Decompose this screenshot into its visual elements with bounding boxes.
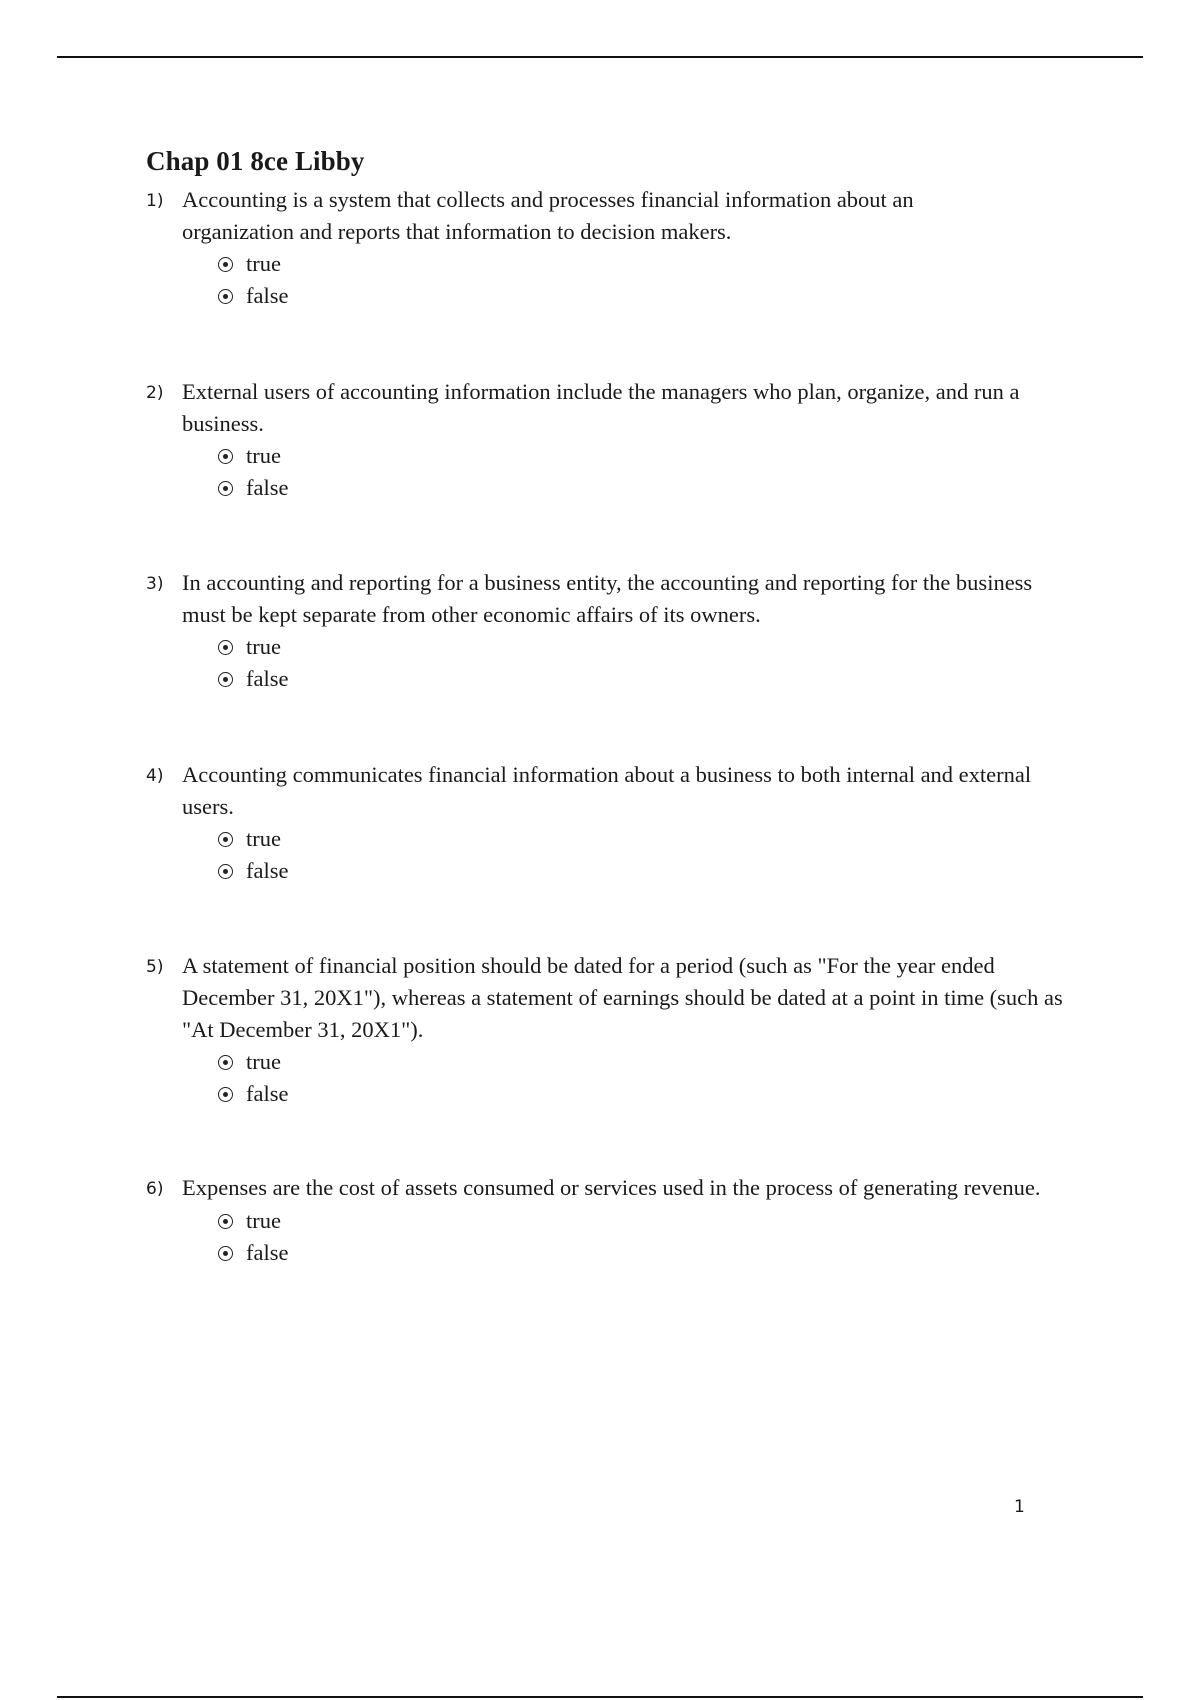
option-label: true	[246, 634, 281, 659]
option-label: false	[246, 858, 289, 883]
option-label: false	[246, 475, 289, 500]
question-number: 3)	[146, 574, 164, 594]
radio-button-icon[interactable]	[218, 1246, 233, 1261]
option-true[interactable]	[218, 1046, 1096, 1078]
option-label: true	[246, 443, 281, 468]
question-1	[146, 184, 1096, 312]
option-label: false	[246, 666, 289, 691]
page-number: 1	[1014, 1497, 1025, 1517]
radio-button-icon[interactable]	[218, 832, 233, 847]
option-label: false	[246, 1081, 289, 1106]
radio-button-icon[interactable]	[218, 481, 233, 496]
radio-button-icon[interactable]	[218, 672, 233, 687]
question-2	[146, 376, 1096, 504]
option-false[interactable]	[218, 1237, 1096, 1269]
question-5	[146, 950, 1096, 1110]
radio-button-icon[interactable]	[218, 864, 233, 879]
radio-button-icon[interactable]	[218, 1055, 233, 1070]
header-rule	[57, 56, 1143, 58]
question-text: External users of accounting information include the managers who plan, organize, and run a business.	[182, 379, 1020, 436]
radio-button-icon[interactable]	[218, 1214, 233, 1229]
radio-button-icon[interactable]	[218, 640, 233, 655]
question-6	[146, 1172, 1096, 1269]
option-label: false	[246, 1240, 289, 1265]
document-title: Chap 01 8ce Libby	[146, 146, 365, 176]
option-false[interactable]	[218, 855, 1096, 887]
radio-button-icon[interactable]	[218, 289, 233, 304]
radio-button-icon[interactable]	[218, 449, 233, 464]
question-text: A statement of financial position should be dated for a period (such as "For the year ended December 31, 20X1"), whereas a statement of earnings should be dated at a point in time (such as "At December 31, 20X1").	[182, 953, 1063, 1042]
option-label: true	[246, 826, 281, 851]
question-text: In accounting and reporting for a business entity, the accounting and reporting for the business must be kept separate from other economic affairs of its owners.	[182, 570, 1033, 627]
option-true[interactable]	[218, 440, 1096, 472]
radio-button-icon[interactable]	[218, 1087, 233, 1102]
option-label: false	[246, 283, 289, 308]
radio-button-icon[interactable]	[218, 257, 233, 272]
question-text: Accounting is a system that collects and processes financial information about an organization and reports that information to decision makers.	[182, 187, 914, 244]
question-number: 1)	[146, 191, 164, 211]
question-4	[146, 759, 1096, 887]
option-false[interactable]	[218, 280, 1096, 312]
option-label: true	[246, 1208, 281, 1233]
question-number: 2)	[146, 383, 164, 403]
option-true[interactable]	[218, 631, 1096, 663]
option-false[interactable]	[218, 663, 1096, 695]
question-text: Expenses are the cost of assets consumed or services used in the process of generating revenue.	[182, 1175, 1041, 1200]
question-number: 5)	[146, 957, 164, 977]
option-label: true	[246, 1049, 281, 1074]
question-text: Accounting communicates financial information about a business to both internal and external users.	[182, 762, 1032, 819]
option-label: true	[246, 251, 281, 276]
question-3	[146, 567, 1096, 695]
option-true[interactable]	[218, 1205, 1096, 1237]
question-number: 4)	[146, 766, 164, 786]
option-false[interactable]	[218, 1078, 1096, 1110]
option-true[interactable]	[218, 248, 1096, 280]
option-true[interactable]	[218, 823, 1096, 855]
question-number: 6)	[146, 1179, 164, 1199]
option-false[interactable]	[218, 472, 1096, 504]
footer-rule	[57, 1696, 1143, 1698]
